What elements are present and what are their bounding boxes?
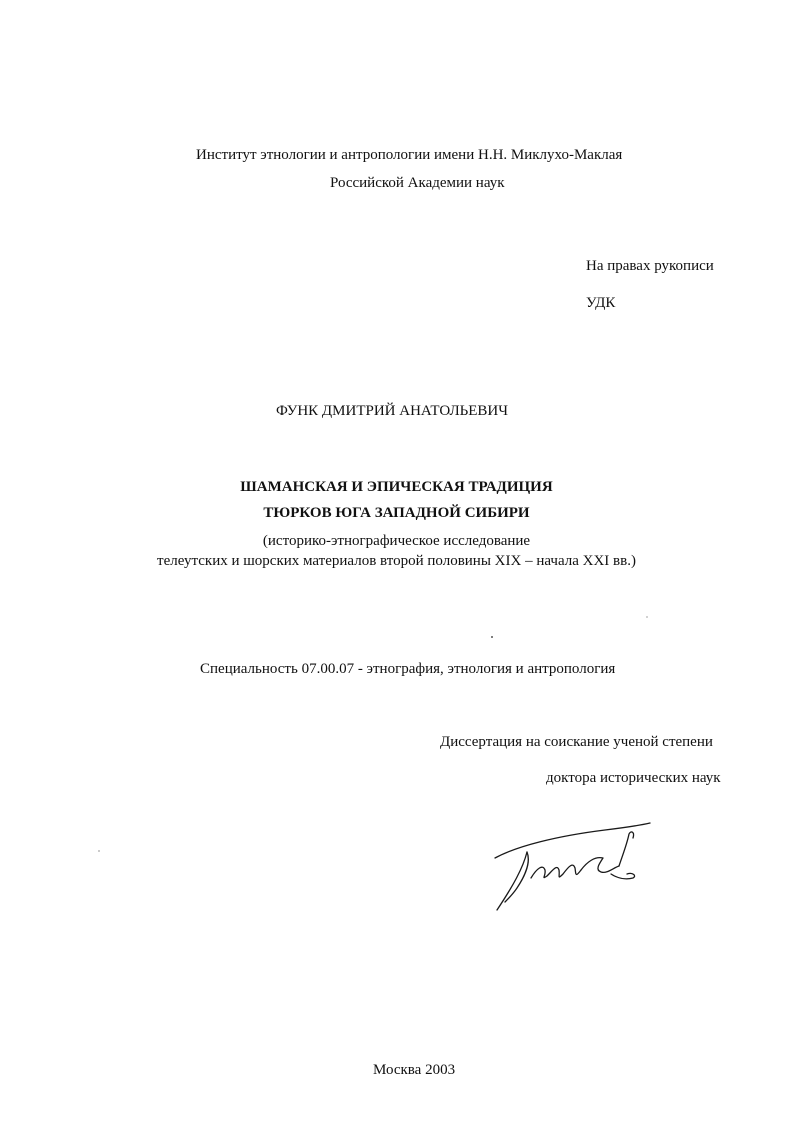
- scan-speck: [491, 636, 493, 638]
- subtitle-line-2: телеутских и шорских материалов второй половины XIX – начала XXI вв.): [157, 553, 636, 569]
- subtitle-line-1: (историко-этнографическое исследование: [262, 533, 531, 549]
- title-line-2: ТЮРКОВ ЮГА ЗАПАДНОЙ СИБИРИ: [263, 505, 530, 521]
- manuscript-rights: На правах рукописи: [586, 258, 714, 274]
- author-name: ФУНК ДМИТРИЙ АНАТОЛЬЕВИЧ: [276, 403, 509, 419]
- udc-label: УДК: [586, 295, 616, 311]
- scan-speck: [98, 850, 100, 852]
- place-and-year: Москва 2003: [373, 1062, 456, 1078]
- institute-line-2: Российской Академии наук: [330, 175, 505, 191]
- degree-line-2: доктора исторических наук: [546, 770, 721, 786]
- specialty: Специальность 07.00.07 - этнография, этнология и антропология: [200, 661, 616, 677]
- institute-line-1: Институт этнологии и антропологии имени Н.Н. Миклухо-Маклая: [196, 147, 623, 163]
- degree-line-1: Диссертация на соискание ученой степени: [440, 734, 713, 750]
- signature-icon: [487, 818, 657, 918]
- scan-speck: [646, 616, 648, 618]
- title-line-1: ШАМАНСКАЯ И ЭПИЧЕСКАЯ ТРАДИЦИЯ: [240, 479, 553, 495]
